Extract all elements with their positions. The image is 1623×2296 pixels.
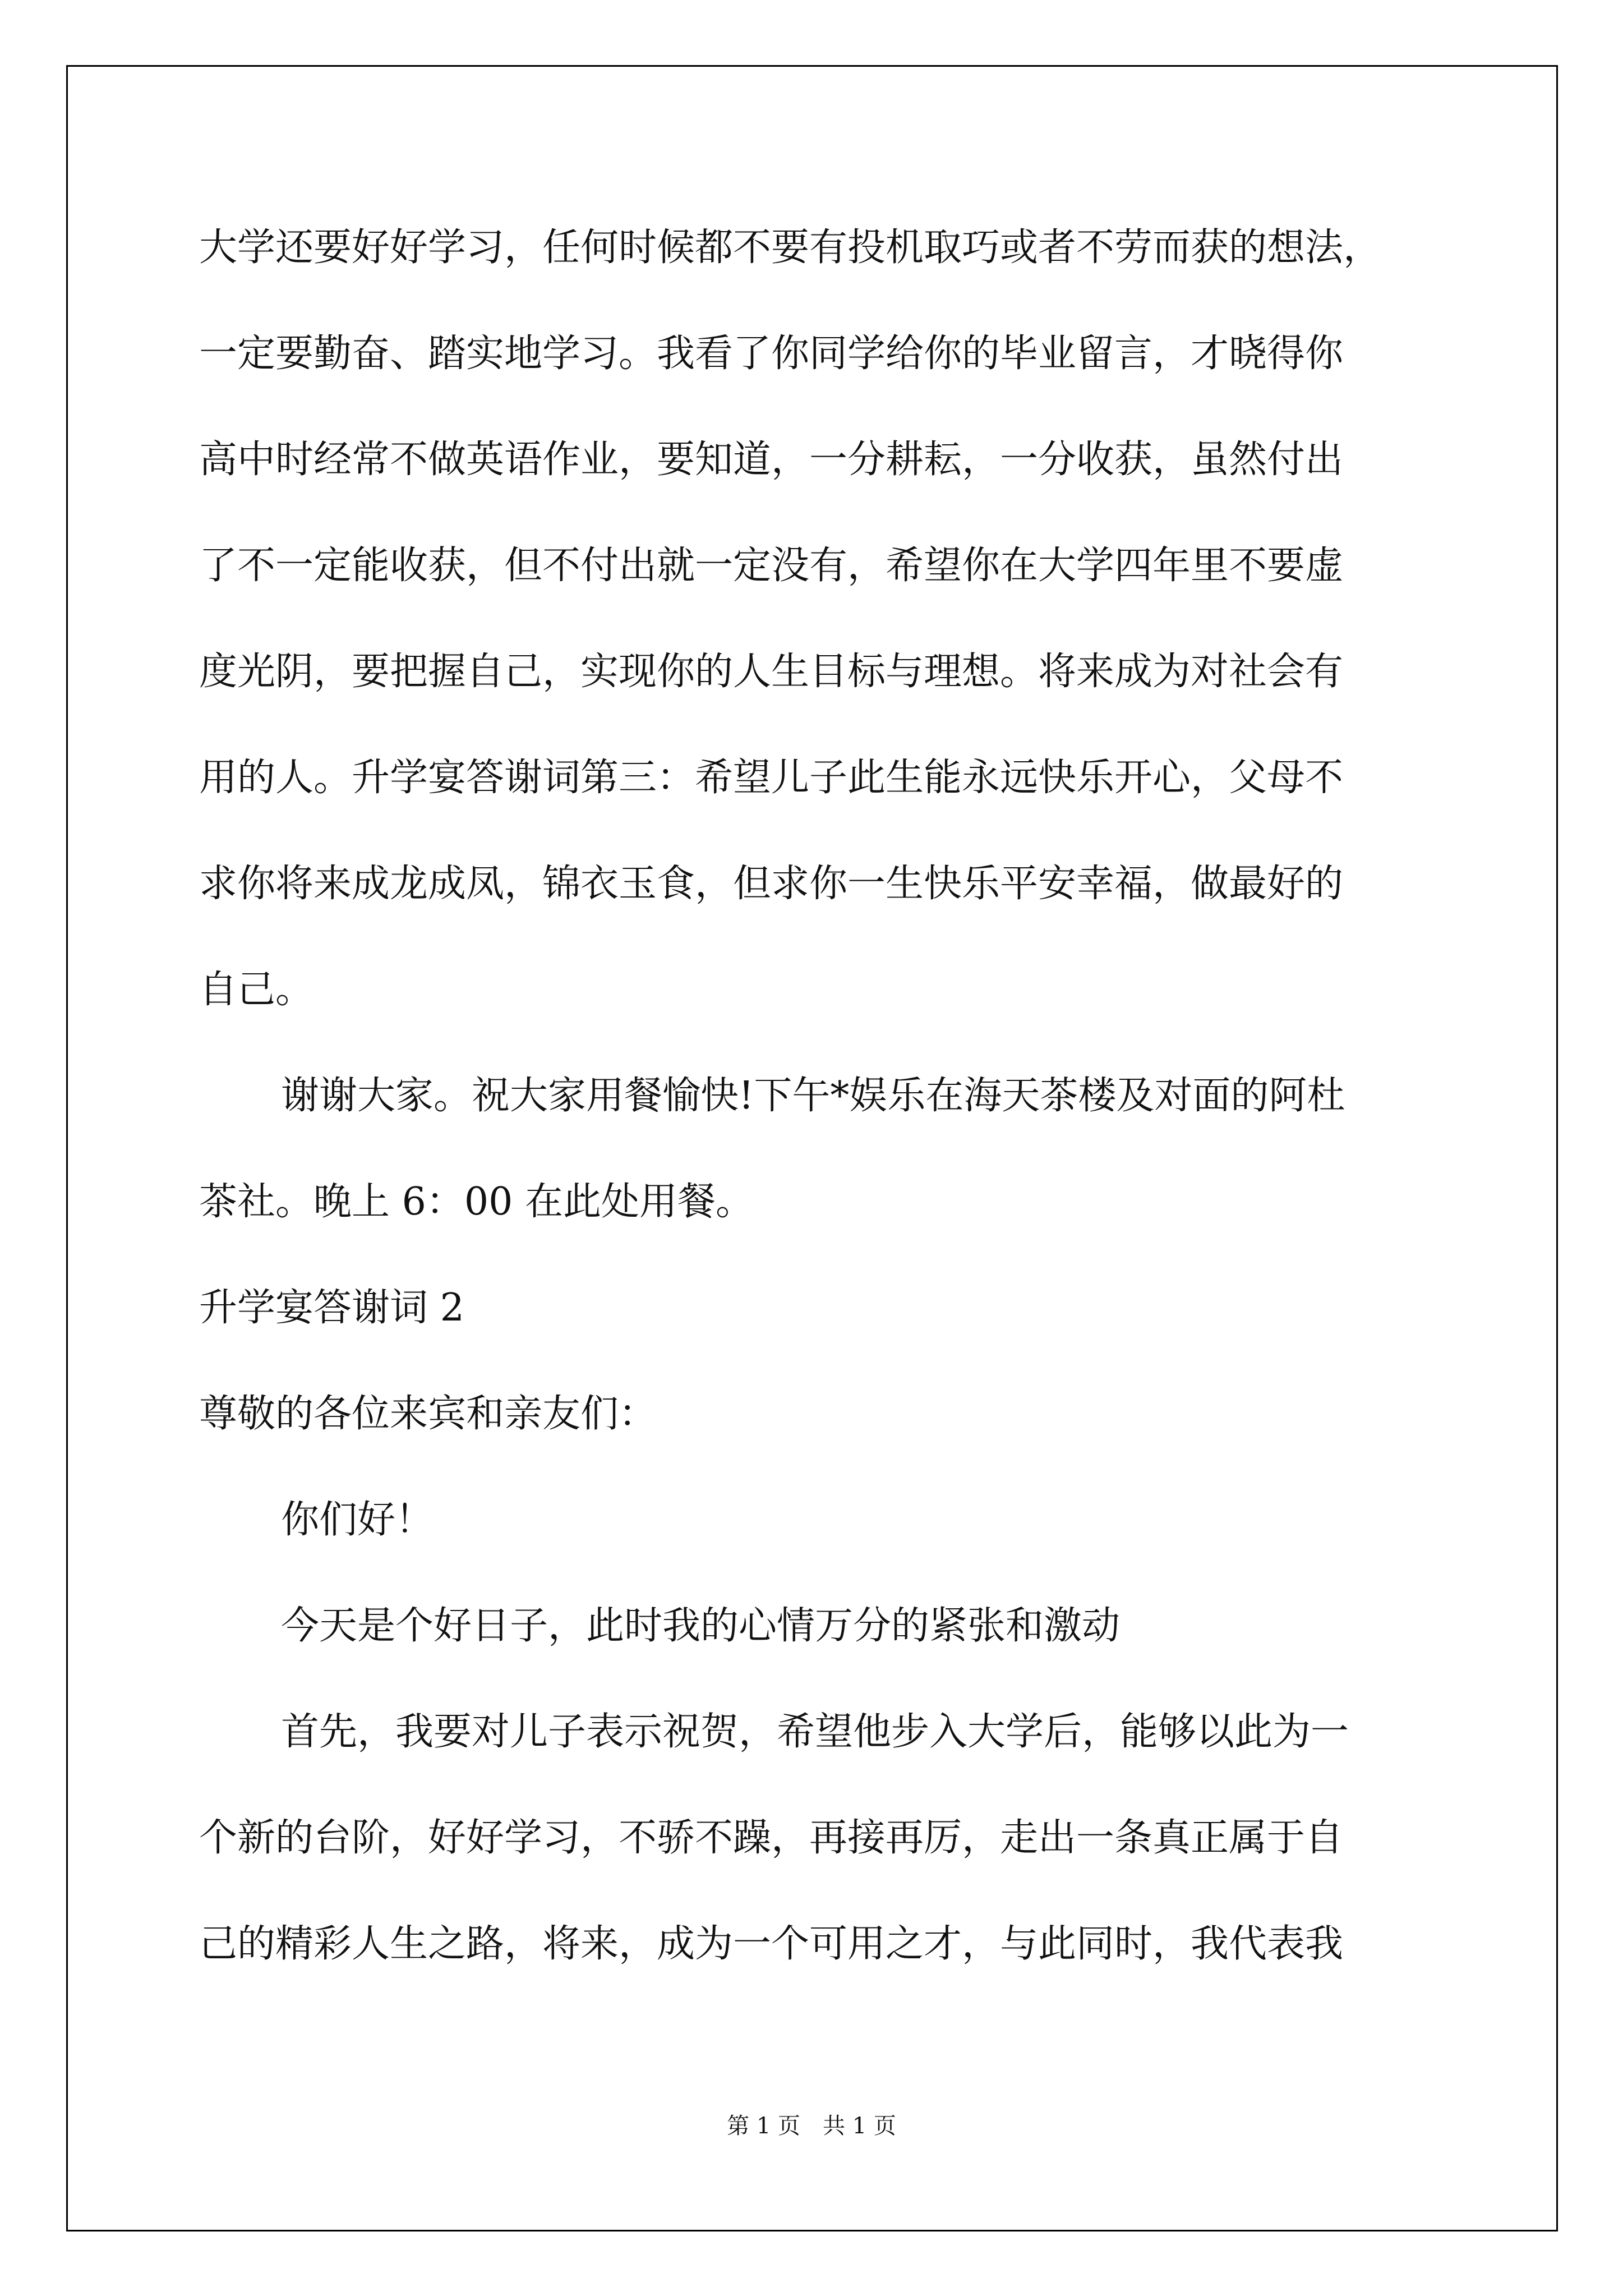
- greeting-line: 你们好！: [281, 1498, 434, 1542]
- paragraph-line: 首先，我要对儿子表示祝贺，希望他步入大学后，能够以此为一: [281, 1710, 1349, 1754]
- text-line: 度光阴，要把握自己，实现你的人生目标与理想。将来成为对社会有: [199, 650, 1344, 694]
- text-line: 求你将来成龙成凤，锦衣玉食，但求你一生快乐平安幸福，做最好的: [199, 862, 1344, 906]
- paragraph-line: 谢谢大家。祝大家用餐愉快!下午*娱乐在海天茶楼及对面的阿杜: [281, 1074, 1345, 1118]
- section-heading: 升学宴答谢词 2: [199, 1286, 464, 1330]
- text-line: 大学还要好好学习，任何时候都不要有投机取巧或者不劳而获的想法，: [199, 226, 1382, 270]
- text-line: 己的精彩人生之路，将来，成为一个可用之才，与此同时，我代表我: [199, 1922, 1344, 1966]
- text-line: 自己。: [199, 968, 314, 1012]
- text-line: 一定要勤奋、踏实地学习。我看了你同学给你的毕业留言，才晓得你: [199, 332, 1344, 376]
- text-line: 了不一定能收获，但不付出就一定没有，希望你在大学四年里不要虚: [199, 544, 1344, 588]
- salutation: 尊敬的各位来宾和亲友们：: [199, 1392, 657, 1436]
- text-line: 个新的台阶，好好学习，不骄不躁，再接再厉，走出一条真正属于自: [199, 1816, 1344, 1860]
- text-line: 用的人。升学宴答谢词第三：希望儿子此生能永远快乐开心，父母不: [199, 756, 1344, 800]
- text-line: 高中时经常不做英语作业，要知道，一分耕耘，一分收获，虽然付出: [199, 438, 1344, 482]
- page-border: [66, 65, 1558, 2231]
- page-number-footer: 第 1 页 共 1 页: [727, 2113, 896, 2139]
- text-line: 茶社。晚上 6：00 在此处用餐。: [199, 1180, 754, 1224]
- paragraph-line: 今天是个好日子，此时我的心情万分的紧张和激动: [281, 1604, 1121, 1648]
